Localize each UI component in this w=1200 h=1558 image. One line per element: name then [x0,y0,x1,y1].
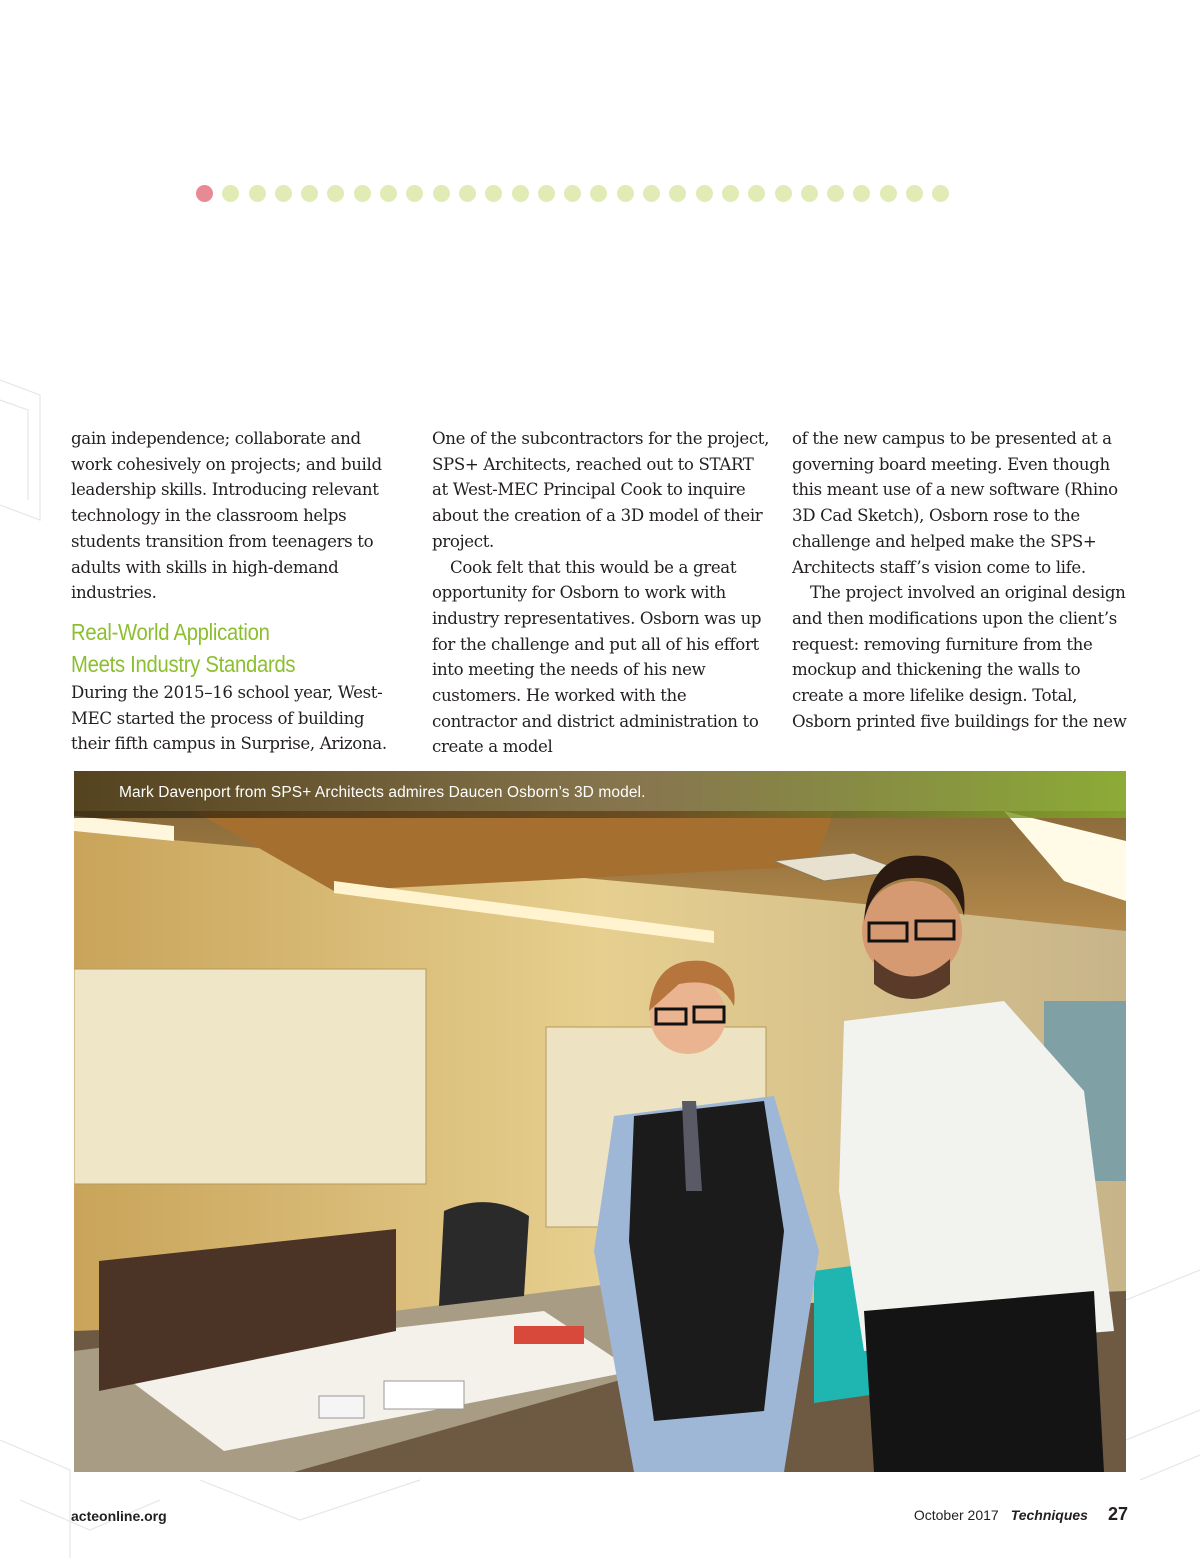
decorative-dot [669,185,686,202]
decorative-dot [327,185,344,202]
decorative-dot [617,185,634,202]
decorative-dot [906,185,923,202]
column-1-paragraph-2: During the 2015–16 school year, West-MEC started the process of building their fifth campus in Surprise, Arizona. [71,682,387,754]
decorative-dot [853,185,870,202]
decorative-dot [354,185,371,202]
decorative-dot [696,185,713,202]
photo-illustration [74,771,1126,1472]
decorative-dot [380,185,397,202]
photo-caption: Mark Davenport from SPS+ Architects admires Daucen Osborn’s 3D model. [119,784,646,801]
decorative-dot [406,185,423,202]
column-1 [71,426,406,757]
decorative-dot [775,185,792,202]
decorative-dot [932,185,949,202]
column-1-paragraph-1: gain independence; collaborate and work cohesively on projects; and build leadership skills. Introducing relevant technology in the classroom helps students transition from teenagers to adults with skills in high-demand industries. [71,429,382,603]
decorative-dot [538,185,555,202]
decorative-dot [748,185,765,202]
subhead-line-1: Real-World Application [71,618,270,645]
footer-right [914,1504,1128,1525]
footer-magazine-name: Techniques [1010,1507,1088,1523]
decorative-dot [880,185,897,202]
photo-caption-bar [74,771,1126,818]
column-3-paragraph-2: The project involved an original design and then modifications upon the client’s request: removing furniture from the mockup and thickening the walls to create a more lifelike design. Total, Osborn printed five buildings for the new [792,583,1127,731]
decorative-dot [643,185,660,202]
decorative-dot [801,185,818,202]
footer-date: October 2017 [913,1507,999,1523]
decorative-dot [827,185,844,202]
page-number: 27 [1107,1504,1128,1524]
decorative-dot [485,185,502,202]
decorative-dot [433,185,450,202]
subhead-line-2: Meets Industry Standards [71,650,296,677]
decorative-dot [722,185,739,202]
footer-website: acteonline.org [71,1508,167,1524]
decorative-dot [301,185,318,202]
decorative-dot [275,185,292,202]
decorative-dot [459,185,476,202]
column-2-paragraph-2: Cook felt that this would be a great opportunity for Osborn to work with industry representatives. Osborn was up for the challenge and put all of his effort into meeting the needs of his new customers. He worked with the contractor and district administration to create a model [432,557,762,757]
decorative-dot [512,185,529,202]
column-2 [432,426,772,760]
column-2-paragraph-1: One of the subcontractors for the project, SPS+ Architects, reached out to START at West-MEC Principal Cook to inquire about the creation of a 3D model of their project. [432,429,770,551]
column-3-paragraph-1: of the new campus to be presented at a governing board meeting. Even though this meant use of a new software (Rhino 3D Cad Sketch), Osborn rose to the challenge and helped make the SPS+ Architects staff’s vision come to life. [792,429,1118,577]
decorative-dot-row [196,185,1016,203]
section-subhead [71,616,366,680]
decorative-dot [222,185,239,202]
decorative-dot [249,185,266,202]
decorative-dot [564,185,581,202]
decorative-dot [196,185,213,202]
column-3 [792,426,1132,734]
decorative-dot [590,185,607,202]
article-photo [74,771,1126,1472]
